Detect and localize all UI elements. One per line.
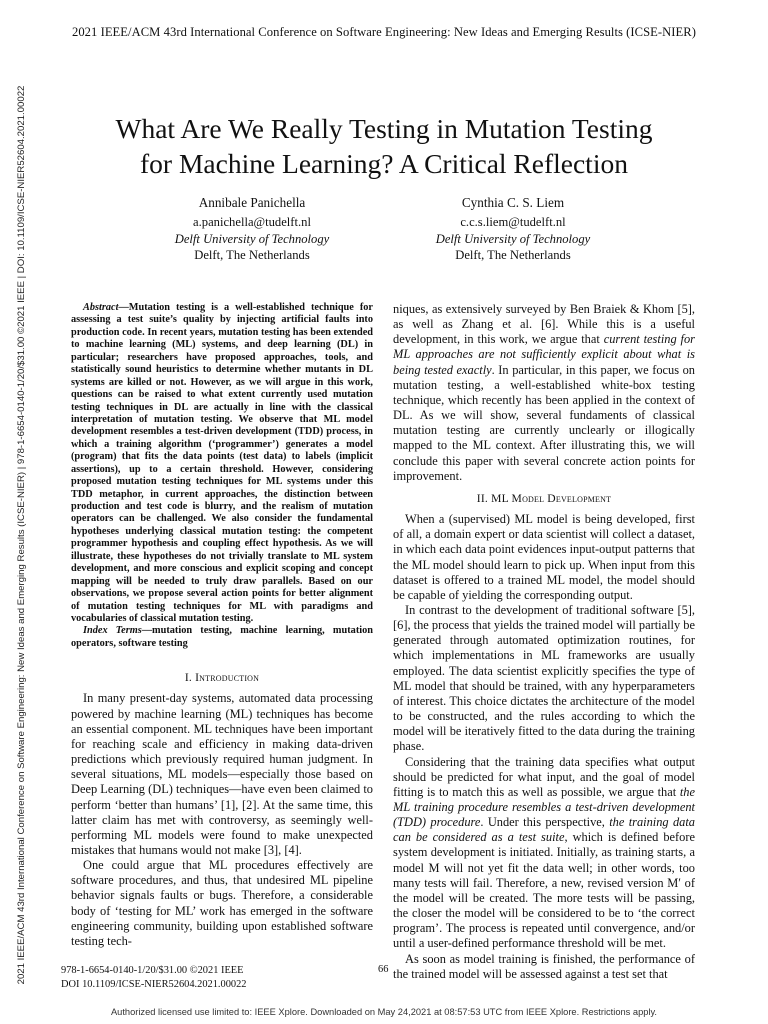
right-column: [393, 302, 695, 982]
abstract-text: —Mutation testing is a well-established technique for assessing a test suite’s quality by injecting artificial faults into production code. In recent years, mutation testing has been extended to machine learning (ML) systems, and deep learning (DL) in particular; researchers have proposed approaches, tools, and statistically sound heuristics to determine whether mutants in DL systems are killed or not. However, as we will argue in this work, questions can be raised to what extent currently used mutation testing techniques in DL are actually in line with the classical interpretation of mutation testing. We observe that ML model development resembles a test-driven development (TDD) process, in which a training algorithm (‘programmer’) generates a model (program) that fits the data points (test data) to labels (implicit assertions), up to a certain threshold. However, considering proposed mutation testing techniques for ML systems under this TDD metaphor, in current approaches, the distinction between production and test code is blurry, and the realism of mutation operators can be challenged. We also consider the fundamental hypotheses underlying classical mutation testing: the competent programmer hypothesis and coupling effect hypothesis. As we will illustrate, these hypotheses do not trivially translate to ML system development, and more conscious and explicit scoping and concept mapping will be needed to truly draw parallels. Based on our observations, we propose several action points for better alignment of mutation testing techniques for ML with paradigms and vocabularies of classical mutation testing.: [71, 302, 373, 624]
ml-paragraph-2: In contrast to the development of traditional software [5], [6], the process that yields the trained model will partially be generated through automated optimization routines, for which implementations in ML frameworks are usually employed. The data scientist explicitly specifies the type of ML model that should be trained, with any hyperparameters of interest. This choice dictates the architecture of the model to be constructed, and the rules according to which the model will be iteratively fitted to the data during the training phase.: [393, 602, 695, 754]
author-location: Delft, The Netherlands: [455, 247, 571, 262]
section-heading-ml-model-development: II. ML Model Development: [476, 491, 612, 505]
conference-header: 2021 IEEE/ACM 43rd International Conference on Software Engineering: New Ideas and Emerging Results (ICSE-NIER): [71, 25, 696, 39]
intro-paragraph-3: [393, 302, 695, 484]
index-terms-text: —mutation testing, machine learning, mutation operators, software testing: [71, 625, 373, 649]
page-number: 66: [378, 964, 389, 975]
author-affiliation: Delft University of Technology: [435, 231, 591, 246]
text-run: . Under this perspective,: [480, 815, 610, 830]
section-heading-introduction: I. Introduction: [184, 671, 260, 685]
author-email: c.c.s.liem@tudelft.nl: [460, 215, 566, 230]
text-run: , which is defined before system development is initiated. Initially, as training starts, a model M will not yet fit the data well; in other words, too many tests will fail. Therefore, a new, revised version M′ of the model will be created. The more tests will be passing, the closer the model will be considered to be to ‘the correct program’. The process is repeated until convergence, and/or until a user-defined performance threshold will be met.: [393, 830, 695, 951]
intro-paragraph-2: One could argue that ML procedures effectively are software procedures, and thus, that undesired ML pipeline behavior signals faults or bugs. Therefore, a considerable body of ‘testing for ML’ work has emerged in the software engineering community, building upon established software testing tech-: [71, 858, 373, 948]
intro-paragraph-1: In many present-day systems, automated data processing powered by machine learning (ML) techniques has become an essential component. ML techniques have been important for reaching scale and efficiency in making data-driven predictions which previously required human judgment. In several situations, ML models—especially those based on Deep Learning (DL) techniques—have even been claimed to perform ‘better than humans’ [1], [2]. At the same time, this latter claim has met with controversy, as seemingly well-performing ML models were found to make unexpected mistakes that humans would not make [3], [4].: [71, 691, 373, 857]
ml-paragraph-4: As soon as model training is finished, the performance of the trained model will be assessed against a test set that: [393, 951, 695, 981]
abstract: [71, 302, 373, 625]
author-affiliation: Delft University of Technology: [174, 231, 330, 246]
author-block-2: [383, 195, 643, 263]
paper-title: [60, 111, 708, 181]
license-notice: Authorized licensed use limited to: IEEE Xplore. Downloaded on May 24,2021 at 08:57:53 UTC from IEEE Xplore. Restrictions apply.: [110, 1007, 658, 1017]
index-terms-label: Index Terms: [83, 625, 142, 637]
text-run: . In particular, in this paper, we focus on mutation testing, a well-established white-box testing technique, which recently has been applied in the context of DL. As we will show, several fundaments of classical mutation testing are currently unclearly or illogically mapped to the ML context. After illustrating this, we will conclude this paper with several concrete action points for improvement.: [393, 362, 695, 483]
text-run: niques, as extensively surveyed by Ben Braiek & Khom [5], as well as Zhang et al. [6]. While this is a useful development, in this work, we argue that: [393, 302, 695, 347]
index-terms: [71, 625, 373, 650]
title-line-1: What Are We Really Testing in Mutation Testing: [115, 113, 653, 144]
author-name: Annibale Panichella: [198, 195, 306, 210]
emphasis-text: the training data can be considered as a test suite: [393, 815, 695, 845]
side-doi-stamp: 2021 IEEE/ACM 43rd International Conference on Software Engineering: New Ideas and Emerging Results (ICSE-NIER) | 978-1-6654-0140-1/20/$31.00 ©2021 IEEE | DOI: 10.1109/ICSE-NIER52604.2021.00022: [16, 85, 27, 985]
footer-publication-info: [61, 964, 246, 991]
ml-paragraph-1: When a (supervised) ML model is being developed, first of all, a domain expert or data scientist will collect a dataset, in which each data point evidences input-output patterns that the ML model should learn to pick up. When input from this dataset is offered to a trained ML model, the model should be capable of yielding the corresponding output.: [393, 512, 695, 602]
abstract-label: Abstract: [83, 302, 119, 313]
author-email: a.panichella@tudelft.nl: [193, 215, 311, 230]
footer-isbn: 978-1-6654-0140-1/20/$31.00 ©2021 IEEE: [61, 965, 244, 976]
title-line-2: for Machine Learning? A Critical Reflection: [140, 148, 628, 179]
ml-paragraph-3: [393, 755, 695, 952]
emphasis-text: current testing for ML approaches are not sufficiently explicit about what is being tested exactly: [393, 332, 696, 377]
footer-doi: DOI 10.1109/ICSE-NIER52604.2021.00022: [61, 978, 247, 990]
author-block-1: [122, 195, 382, 263]
author-location: Delft, The Netherlands: [194, 247, 310, 262]
left-column: [71, 302, 373, 949]
text-run: Considering that the training data specifies what output should be predicted for what input, and the goal of model fitting is to match this as well as possible, we argue that: [393, 754, 695, 799]
author-name: Cynthia C. S. Liem: [461, 195, 565, 210]
emphasis-text: the ML training procedure resembles a test-driven development (TDD) procedure: [393, 784, 695, 830]
